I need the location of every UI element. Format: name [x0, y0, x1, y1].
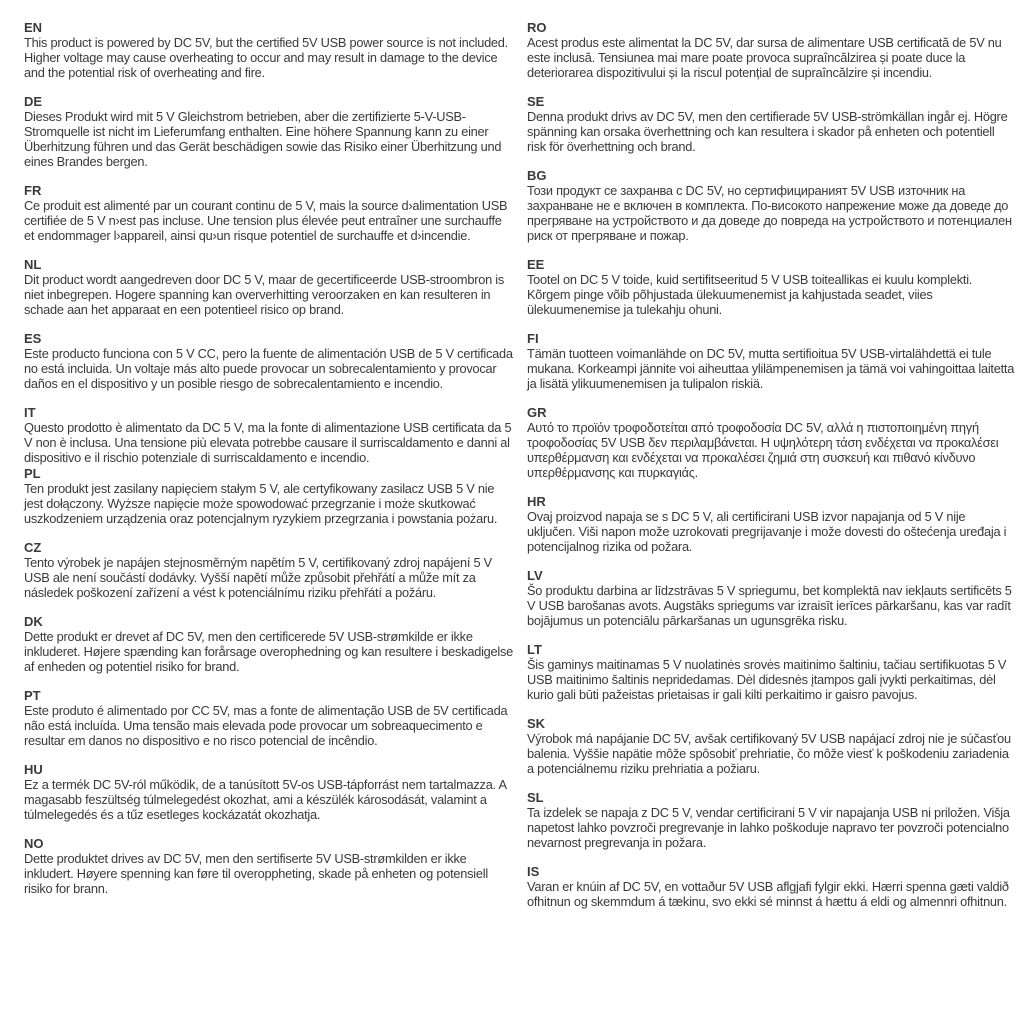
lang-section-lv	[527, 568, 1016, 628]
lang-section-nl	[24, 257, 513, 317]
lang-section-se	[527, 94, 1016, 154]
lang-code-no: NO	[24, 836, 44, 851]
lang-code-ee: EE	[527, 257, 545, 272]
lang-text-gr: Αυτό το προϊόν τροφοδοτείται από τροφοδοσία DC 5V, αλλά η πιστοποιημένη πηγή τροφοδοσίας 5V USB δεν περιλαμβάνεται. Η υψηλότερη τάση ενδέχεται να προκαλέσει υπερθέρμανση και ενδέχεται να προκαλέσει ζημιά στη συσκευή και πιθανό κίνδυνο υπερθέρμανσης και πυρκαγιάς.	[527, 420, 999, 480]
lang-code-de: DE	[24, 94, 43, 109]
lang-text-hu: Ez a termék DC 5V-ról működik, de a tanúsított 5V-os USB-tápforrást nem tartalmazza. A magasabb feszültség túlmelegedést okozhat, ami a készülék károsodását, valamint a túlmelegedés és a tűz esetleges kockázatát okozhatja.	[24, 777, 507, 822]
lang-code-bg: BG	[527, 168, 547, 183]
lang-section-pl	[24, 466, 513, 526]
right-column	[527, 20, 1016, 1024]
lang-text-fr: Ce produit est alimenté par un courant continu de 5 V, mais la source d›alimentation USB certifiée de 5 V n›est pas incluse. Une tension plus élevée peut entraîner une surchauffe et endommager l›appareil, ainsi qu›un risque potentiel de surchauffe et d›incendie.	[24, 198, 508, 243]
lang-text-hr: Ovaj proizvod napaja se s DC 5 V, ali certificirani USB izvor napajanja od 5 V nije uključen. Viši napon može uzrokovati pregrijavanje i može dovesti do oštećenja uređaja i potencijalnog rizika od požara.	[527, 509, 1007, 554]
lang-text-lt: Šis gaminys maitinamas 5 V nuolatinės srovės maitinimo šaltiniu, tačiau sertifikuotas 5 V USB maitinimo šaltinis nepridedamas. Dėl didesnės įtampos gali įvykti perkaitimas, dėl kurio gali būti pažeistas prietaisas ir gali kilti perkaitimo ir gaisro pavojus.	[527, 657, 1007, 702]
lang-section-no	[24, 836, 513, 896]
lang-text-cz: Tento výrobek je napájen stejnosměrným napětím 5 V, certifikovaný zdroj napájení 5 V USB ale není součástí dodávky. Vyšší napětí může způsobit přehřátí a může mít za následek poškození zařízení a vést k potenciálnímu riziku přehřátí a požáru.	[24, 555, 492, 600]
lang-section-bg	[527, 168, 1016, 243]
lang-section-sk	[527, 716, 1016, 776]
lang-text-no: Dette produktet drives av DC 5V, men den sertifiserte 5V USB-strømkilden er ikke inkludert. Høyere spenning kan føre til overoppheting, skade på enheten og potensiell risiko for brann.	[24, 851, 488, 896]
lang-code-pl: PL	[24, 466, 41, 481]
lang-text-fi: Tämän tuotteen voimanlähde on DC 5V, mutta sertifioitua 5V USB-virtalähdettä ei tule mukana. Korkeampi jännite voi aiheuttaa ylilämpenemisen ja tämä voi vahingoittaa laitetta ja lisätä ylikuumenemisen ja tulipalon riskiä.	[527, 346, 1015, 391]
lang-section-de	[24, 94, 513, 169]
lang-text-lv: Šo produktu darbina ar līdzstrāvas 5 V spriegumu, bet komplektā nav iekļauts sertificēts 5 V USB barošanas avots. Augstāks spriegums var izraisīt ierīces pārkaršanu, kas var radīt bojājumus un potenciālu pārkaršanas un ugunsgrēka risku.	[527, 583, 1012, 628]
lang-code-lv: LV	[527, 568, 543, 583]
lang-section-is	[527, 864, 1016, 909]
lang-code-sl: SL	[527, 790, 544, 805]
lang-text-pt: Este produto é alimentado por CC 5V, mas a fonte de alimentação USB de 5V certificada não está incluída. Uma tensão mais elevada pode provocar um sobreaquecimento e resultar em danos no dispositivo e no risco potencial de incêndio.	[24, 703, 508, 748]
lang-section-fr	[24, 183, 513, 243]
lang-text-dk: Dette produkt er drevet af DC 5V, men den certificerede 5V USB-strømkilde er ikke inkluderet. Højere spænding kan forårsage overophedning og kan resultere i beskadigelse af enheden og potentiel risiko for brand.	[24, 629, 514, 674]
lang-code-is: IS	[527, 864, 540, 879]
lang-code-ro: RO	[527, 20, 547, 35]
lang-code-es: ES	[24, 331, 42, 346]
lang-section-it	[24, 405, 513, 465]
lang-text-de: Dieses Produkt wird mit 5 V Gleichstrom betrieben, aber die zertifizierte 5-V-USB-Stromquelle ist nicht im Lieferumfang enthalten. Eine höhere Spannung kann zu einer Überhitzung führen und das Gerät beschädigen sowie das Risiko einer Überhitzung und eines Brandes bergen.	[24, 109, 502, 169]
lang-section-lt	[527, 642, 1016, 702]
lang-section-hu	[24, 762, 513, 822]
lang-code-cz: CZ	[24, 540, 42, 555]
lang-text-sl: Ta izdelek se napaja z DC 5 V, vendar certificirani 5 V vir napajanja USB ni priložen. Višja napetost lahko povzroči pregrevanje in lahko poškoduje napravo ter povzroči potencialno nevarnost pregrevanja in požara.	[527, 805, 1010, 850]
lang-section-dk	[24, 614, 513, 674]
lang-text-ee: Tootel on DC 5 V toide, kuid sertifitseeritud 5 V USB toiteallikas ei kuulu komplekti. Kõrgem pinge võib põhjustada ülekuumenemist ja kahjustada seadet, viies ülekuumenemise ja tulekahju ohuni.	[527, 272, 973, 317]
lang-section-es	[24, 331, 513, 391]
lang-code-it: IT	[24, 405, 36, 420]
lang-section-en	[24, 20, 513, 80]
lang-text-is: Varan er knúin af DC 5V, en vottaður 5V USB aflgjafi fylgir ekki. Hærri spenna gæti valdið ofhitnun og skemmdum á tækinu, svo ekki sé minnst á hættu á eldi og almennri ofhitnun.	[527, 879, 1009, 909]
lang-text-pl: Ten produkt jest zasilany napięciem stałym 5 V, ale certyfikowany zasilacz USB 5 V nie jest dołączony. Wyższe napięcie może spowodować przegrzanie i może skutkować uszkodzeniem urządzenia oraz potencjalnym ryzykiem przegrzania i powstania pożaru.	[24, 481, 498, 526]
lang-section-gr	[527, 405, 1016, 480]
lang-code-fr: FR	[24, 183, 42, 198]
lang-text-ro: Acest produs este alimentat la DC 5V, dar sursa de alimentare USB certificată de 5V nu este inclusă. Tensiunea mai mare poate provoca supraîncălzirea și poate duce la deteriorarea dispozitivului și la riscul potențial de supraîncălzire și incendiu.	[527, 35, 1002, 80]
lang-section-pt	[24, 688, 513, 748]
lang-code-se: SE	[527, 94, 545, 109]
lang-text-en: This product is powered by DC 5V, but the certified 5V USB power source is not included. Higher voltage may cause overheating to occur and may result in damage to the device and the potential risk of overheating and fire.	[24, 35, 508, 80]
lang-code-dk: DK	[24, 614, 43, 629]
left-column	[24, 20, 513, 1024]
lang-text-nl: Dit product wordt aangedreven door DC 5 V, maar de gecertificeerde USB-stroombron is niet inbegrepen. Hogere spanning kan oververhitting veroorzaken en kan resulteren in schade aan het apparaat en een potentieel risico op brand.	[24, 272, 504, 317]
lang-code-hr: HR	[527, 494, 546, 509]
lang-code-lt: LT	[527, 642, 542, 657]
lang-code-gr: GR	[527, 405, 547, 420]
lang-section-hr	[527, 494, 1016, 554]
lang-section-sl	[527, 790, 1016, 850]
lang-section-fi	[527, 331, 1016, 391]
lang-section-ro	[527, 20, 1016, 80]
lang-code-sk: SK	[527, 716, 546, 731]
lang-code-pt: PT	[24, 688, 41, 703]
lang-text-it: Questo prodotto è alimentato da DC 5 V, ma la fonte di alimentazione USB certificata da 5 V non è inclusa. Una tensione più elevata potrebbe causare il surriscaldamento e danni al dispositivo e il rischio potenziale di surriscaldamento e incendio.	[24, 420, 512, 465]
lang-code-hu: HU	[24, 762, 43, 777]
lang-text-sk: Výrobok má napájanie DC 5V, avšak certifikovaný 5V USB napájací zdroj nie je súčasťou balenia. Vyššie napätie môže spôsobiť prehriatie, čo môže viesť k poškodeniu zariadenia a potenciálnemu riziku prehriatia a požiaru.	[527, 731, 1011, 776]
lang-text-es: Este producto funciona con 5 V CC, pero la fuente de alimentación USB de 5 V certificada no está incluida. Un voltaje más alto puede provocar un sobrecalentamiento y provocar daños en el dispositivo y un posible riesgo de sobrecalentamiento e incendio.	[24, 346, 513, 391]
lang-text-bg: Този продукт се захранва с DC 5V, но сертифицираният 5V USB източник на захранване не е включен в комплекта. По-високото напрежение може да доведе до прегряване на устройството и да доведе до повреда на устройството и потенциален риск от прегряване и пожар.	[527, 183, 1012, 243]
lang-code-nl: NL	[24, 257, 42, 272]
lang-section-ee	[527, 257, 1016, 317]
lang-section-cz	[24, 540, 513, 600]
lang-code-fi: FI	[527, 331, 539, 346]
lang-code-en: EN	[24, 20, 43, 35]
lang-text-se: Denna produkt drivs av DC 5V, men den certifierade 5V USB-strömkällan ingår ej. Högre spänning kan orsaka överhettning och kan resultera i skador på enheten och potentiell risk för överhettning och brand.	[527, 109, 1008, 154]
